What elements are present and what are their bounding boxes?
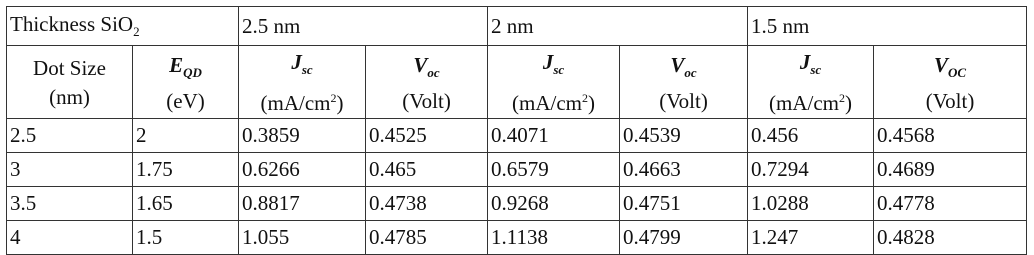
table-cell: 0.6266 — [239, 153, 366, 187]
thickness-header: Thickness SiO$_2$ — [7, 7, 239, 46]
table-cell: 0.4663 — [620, 153, 748, 187]
table-cell: 0.456 — [748, 119, 874, 153]
table-cell: 2.5 — [7, 119, 133, 153]
group-header-2nm: 2 nm — [488, 7, 748, 46]
results-table — [6, 6, 1027, 255]
table-cell: 0.6579 — [488, 153, 620, 187]
table-cell: 0.4568 — [874, 119, 1027, 153]
voc-header-1-5nm: $V_{OC}$ (Volt) — [874, 46, 1027, 119]
table-cell: 0.8817 — [239, 187, 366, 221]
jsc-header-2-5nm: $J_{sc}$ $(mA/cm^2)$ — [239, 46, 366, 119]
table-cell: 0.4738 — [366, 187, 488, 221]
table-cell: 0.4751 — [620, 187, 748, 221]
eqd-header: $E_{QD}$ (eV) — [133, 46, 239, 119]
table-cell: 1.0288 — [748, 187, 874, 221]
table-cell: 0.7294 — [748, 153, 874, 187]
table-cell: 0.4785 — [366, 221, 488, 255]
table-row — [7, 187, 1027, 221]
table-cell: 0.465 — [366, 153, 488, 187]
dot-size-header: Dot Size (nm) — [7, 46, 133, 119]
table-cell: 3.5 — [7, 187, 133, 221]
subheader-row — [7, 46, 1027, 119]
table-cell: 3 — [7, 153, 133, 187]
group-header-2-5nm: 2.5 nm — [239, 7, 488, 46]
table-cell: 0.3859 — [239, 119, 366, 153]
table-cell: 0.4071 — [488, 119, 620, 153]
table-row — [7, 119, 1027, 153]
table-cell: 0.4689 — [874, 153, 1027, 187]
table-row — [7, 153, 1027, 187]
table-cell: 1.75 — [133, 153, 239, 187]
table-cell: 0.4539 — [620, 119, 748, 153]
table-cell: 1.247 — [748, 221, 874, 255]
header-row — [7, 7, 1027, 46]
table-cell: 2 — [133, 119, 239, 153]
table-cell: 1.055 — [239, 221, 366, 255]
table-cell: 0.4799 — [620, 221, 748, 255]
group-header-1-5nm: 1.5 nm — [748, 7, 1027, 46]
table-cell: 0.4778 — [874, 187, 1027, 221]
table-cell: 1.1138 — [488, 221, 620, 255]
jsc-header-1-5nm: $J_{sc}$ $(mA/cm^2)$ — [748, 46, 874, 119]
table-row — [7, 221, 1027, 255]
table-cell: 0.9268 — [488, 187, 620, 221]
table-cell: 1.65 — [133, 187, 239, 221]
table-cell: 0.4828 — [874, 221, 1027, 255]
jsc-header-2nm: $J_{sc}$ $(mA/cm^2)$ — [488, 46, 620, 119]
voc-header-2-5nm: $V_{oc}$ (Volt) — [366, 46, 488, 119]
table-cell: 1.5 — [133, 221, 239, 255]
table-cell: 4 — [7, 221, 133, 255]
voc-header-2nm: $V_{oc}$ (Volt) — [620, 46, 748, 119]
table-cell: 0.4525 — [366, 119, 488, 153]
